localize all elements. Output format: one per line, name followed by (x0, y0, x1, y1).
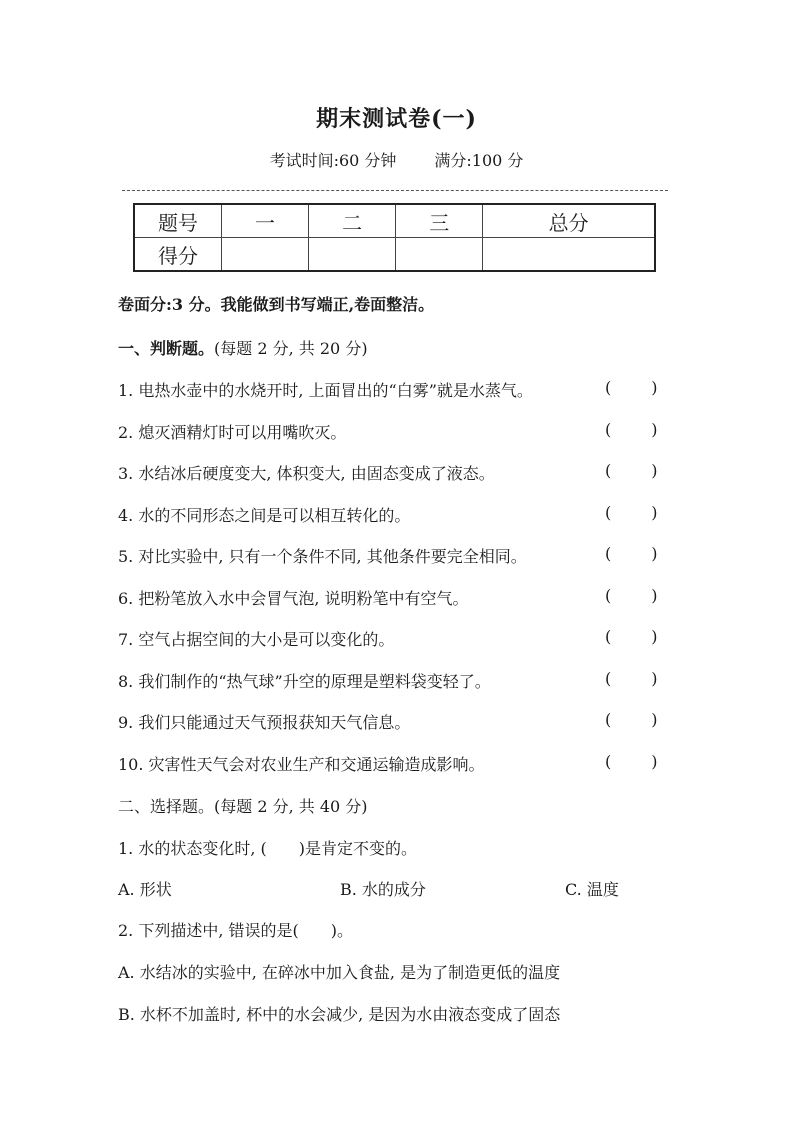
score-row-label: 得分 (134, 238, 222, 272)
score-cell-label: 题号 (134, 204, 222, 238)
paren-open: ( (605, 503, 612, 522)
paren-open: ( (605, 378, 612, 397)
paren-close: ) (651, 627, 658, 646)
score-cell-total: 总分 (483, 204, 655, 238)
score-input-total[interactable] (483, 238, 655, 272)
score-input-section-3[interactable] (396, 238, 483, 272)
answer-blank[interactable] (605, 503, 658, 522)
exam-title: 期末测试卷(一) (316, 106, 477, 132)
choice-option-b[interactable]: B. 水的成分 (340, 880, 426, 899)
dashed-divider (122, 190, 668, 191)
neatness-note: 卷面分:3 分。我能做到书写端正,卷面整洁。 (118, 295, 435, 314)
judge-item: 8. 我们制作的“热气球”升空的原理是塑料袋变轻了。 (118, 672, 491, 691)
judge-item: 4. 水的不同形态之间是可以相互转化的。 (118, 506, 411, 525)
choice-question-stem: 1. 水的状态变化时, ( )是肯定不变的。 (118, 839, 418, 858)
paren-open: ( (605, 669, 612, 688)
paren-close: ) (651, 544, 658, 563)
score-table-score-row (134, 238, 655, 272)
judge-item: 5. 对比实验中, 只有一个条件不同, 其他条件要完全相同。 (118, 547, 527, 566)
answer-blank[interactable] (605, 461, 658, 480)
score-table (133, 203, 656, 272)
exam-full-score: 满分:100 分 (434, 151, 524, 170)
paren-open: ( (605, 420, 612, 439)
paren-open: ( (605, 586, 612, 605)
paren-open: ( (605, 461, 612, 480)
answer-blank[interactable] (605, 586, 658, 605)
choice-question-stem: 2. 下列描述中, 错误的是( )。 (118, 921, 354, 940)
section-1-title: 一、判断题。 (118, 339, 215, 358)
exam-subtitle (0, 148, 793, 171)
judge-item: 7. 空气占据空间的大小是可以变化的。 (118, 630, 395, 649)
choice-option-a[interactable]: A. 形状 (118, 880, 172, 899)
answer-blank[interactable] (605, 710, 658, 729)
section-1-scoring: (每题 2 分, 共 20 分) (214, 339, 368, 358)
score-input-section-2[interactable] (309, 238, 396, 272)
score-cell-section-3: 三 (396, 204, 483, 238)
section-1-heading (118, 336, 368, 359)
paren-open: ( (605, 710, 612, 729)
answer-blank[interactable] (605, 669, 658, 688)
paren-open: ( (605, 544, 612, 563)
answer-blank[interactable] (605, 544, 658, 563)
answer-blank[interactable] (605, 752, 658, 771)
section-2-heading: 二、选择题。(每题 2 分, 共 40 分) (118, 797, 368, 816)
paren-close: ) (651, 503, 658, 522)
score-table-header-row (134, 204, 655, 238)
judge-item: 2. 熄灭酒精灯时可以用嘴吹灭。 (118, 423, 347, 442)
judge-item: 9. 我们只能通过天气预报获知天气信息。 (118, 713, 411, 732)
judge-item: 10. 灾害性天气会对农业生产和交通运输造成影响。 (118, 755, 485, 774)
score-cell-section-2: 二 (309, 204, 396, 238)
judge-item: 6. 把粉笔放入水中会冒气泡, 说明粉笔中有空气。 (118, 589, 469, 608)
paren-close: ) (651, 586, 658, 605)
exam-time: 考试时间:60 分钟 (269, 151, 397, 170)
choice-option-a[interactable]: A. 水结冰的实验中, 在碎冰中加入食盐, 是为了制造更低的温度 (118, 963, 561, 982)
paren-open: ( (605, 627, 612, 646)
choice-option-b[interactable]: B. 水杯不加盖时, 杯中的水会减少, 是因为水由液态变成了固态 (118, 1005, 561, 1024)
judge-item: 1. 电热水壶中的水烧开时, 上面冒出的“白雾”就是水蒸气。 (118, 381, 533, 400)
paren-close: ) (651, 420, 658, 439)
choice-option-c[interactable]: C. 温度 (565, 880, 619, 899)
answer-blank[interactable] (605, 378, 658, 397)
score-cell-section-1: 一 (222, 204, 309, 238)
answer-blank[interactable] (605, 420, 658, 439)
paren-open: ( (605, 752, 612, 771)
paren-close: ) (651, 710, 658, 729)
paren-close: ) (651, 378, 658, 397)
score-input-section-1[interactable] (222, 238, 309, 272)
paren-close: ) (651, 669, 658, 688)
paren-close: ) (651, 752, 658, 771)
paren-close: ) (651, 461, 658, 480)
answer-blank[interactable] (605, 627, 658, 646)
judge-item: 3. 水结冰后硬度变大, 体积变大, 由固态变成了液态。 (118, 464, 495, 483)
